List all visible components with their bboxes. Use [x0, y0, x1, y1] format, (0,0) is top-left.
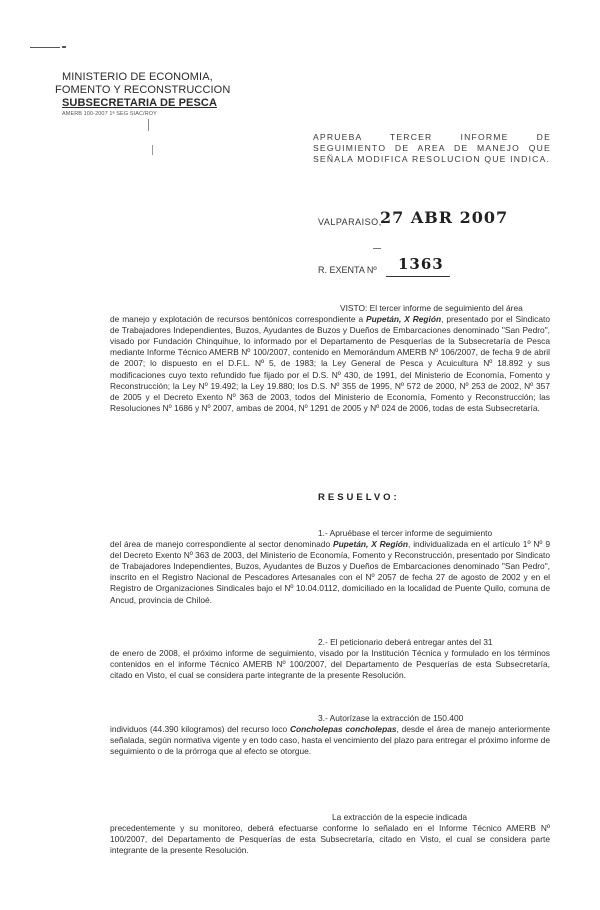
pen-mark — [373, 248, 381, 249]
article-3-continuation-lead: La extracción de la especie indicada — [332, 812, 468, 822]
reference-code: AMERB 100-2007 1ª SEG SIAC/ROY — [62, 111, 157, 117]
article-1-lead: 1.- Apruébase el tercer informe de seguimiento — [318, 528, 493, 538]
article-3-continuation — [110, 812, 550, 856]
article-1-text-b: , individualizada en el artículo 1º Nº 9 del Decreto Exento Nº 363 de 2003, del Ministerio de Economía, Fomento y Reconstrucción, presentado por Sindicato de Trabajadores Independientes, Buzos, Ayudantes de Buzos y Dueños de Embarcaciones denominado "San Pedro", inscrito en el Registro Nacional de Pescadores Artesanales con el Nº 2057 de fecha 27 de agosto de 2002 y en el Registro de Organizaciones Sindicales bajo el Nº 10.04.0112, domiciliado en la localidad de Puente Quilo, comuna de Ancud, provincia de Chiloé. — [110, 539, 550, 605]
article-3 — [110, 713, 550, 757]
article-3-text-a: individuos (44.390 kilogramos) del recurso loco — [110, 724, 290, 735]
resolution-underline — [386, 276, 450, 277]
visto-bold: Pupetán, X Región — [366, 314, 442, 325]
dateline-city: VALPARAISO, — [318, 217, 382, 227]
subsecretaria-title: SUBSECRETARIA DE PESCA — [62, 97, 217, 109]
article-1 — [110, 528, 550, 606]
resuelvo-heading: RESUELVO: — [318, 492, 400, 503]
visto-text-b: , presentado por el Sindicato de Trabajadores Independientes, Buzos, Ayudantes de Buzos y Dueños de Embarcaciones denominado "San Pedro", visado por Fundación Chinquihue, lo informado por el Departamento de Pesquerías de la Subsecretaría de Pesca mediante Informe Técnico AMERB Nº 100/2007, contenido en Memorándum AMERB Nº 106/2007, de fecha 9 de abril de 2007; lo dispuesto en el D.F.L. Nº 5, de 1983; la Ley General de Pesca y Acuicultura Nº 18.892 y sus modificaciones cuyo texto refundido fue fijado por el D.S. Nº 430, de 1991, del Ministerio de Economía, Fomento y Reconstrucción; la Ley Nº 19.492; la Ley 19.880; los D.S. Nº 355 de 1995, Nº 572 de 2000, Nº 253 de 2002, Nº 357 de 2005 y el Decreto Exento Nº 363 de 2003, todos del Ministerio de Economía, Fomento y Reconstrucción; las Resoluciones Nº 1686 y Nº 2007, ambas de 2004, Nº 1291 de 2005 y Nº 024 de 2006, todas de esta Subsecretaría. — [110, 314, 550, 413]
ministry-line-1: MINISTERIO DE ECONOMIA, — [62, 71, 213, 83]
pen-mark — [152, 145, 153, 155]
resolution-label: R. EXENTA Nº — [318, 265, 377, 275]
article-1-bold: Pupetán, X Región — [332, 539, 409, 550]
ministry-line-2: FOMENTO Y RECONSTRUCCION — [55, 84, 231, 96]
resolution-number: 1363 — [398, 255, 444, 273]
dateline-date: 27 ABR 2007 — [380, 208, 509, 227]
scan-mark — [62, 46, 66, 48]
article-2-text: de enero de 2008, el próximo informe de seguimiento, visado por la Institución Técnica y formulado en los términos contenidos en el informe Técnico AMERB Nº 100/2007, del Departamento de Pesquerías de esta Subsecretaría, citado en Visto, el cual se considera parte integrante de la presente Resolución. — [110, 648, 550, 681]
article-3-bold: Concholepas concholepas — [289, 724, 397, 735]
scan-mark — [30, 47, 60, 48]
article-2 — [110, 637, 550, 681]
visto-paragraph — [110, 303, 550, 414]
article-2-lead: 2.- El peticionario deberá entregar antes del 31 — [318, 637, 493, 647]
article-3-lead: 3.- Autorízase la extracción de 150.400 — [318, 713, 464, 723]
pen-mark — [148, 119, 149, 131]
visto-text-a: de manejo y explotación de recursos bentónicos correspondiente a — [110, 314, 366, 325]
article-3-continuation-text: precedentemente y su monitoreo, deberá efectuarse conforme lo señalado en el Informe Técnico AMERB Nº 100/2007, del Departamento de Pesquerías de esta Subsecretaría, citado en Visto, el cual se considera parte integrante de la presente Resolución. — [110, 823, 550, 856]
resolution-summary: APRUEBA TERCER INFORME DE SEGUIMIENTO DE AREA DE MANEJO QUE SEÑALA MODIFICA RESOLUCION QUE INDICA. — [313, 132, 551, 164]
article-1-text-a: del área de manejo correspondiente al sector denominado — [110, 539, 333, 550]
article-3-text-b: , desde el área de manejo anteriormente señalada, según normativa vigente y en todo caso, hasta el vencimiento del plazo para entregar el próximo informe de seguimiento o de la prórroga que al efecto se otorgue. — [110, 724, 550, 757]
visto-lead: VISTO: El tercer informe de seguimiento del área — [340, 303, 523, 313]
